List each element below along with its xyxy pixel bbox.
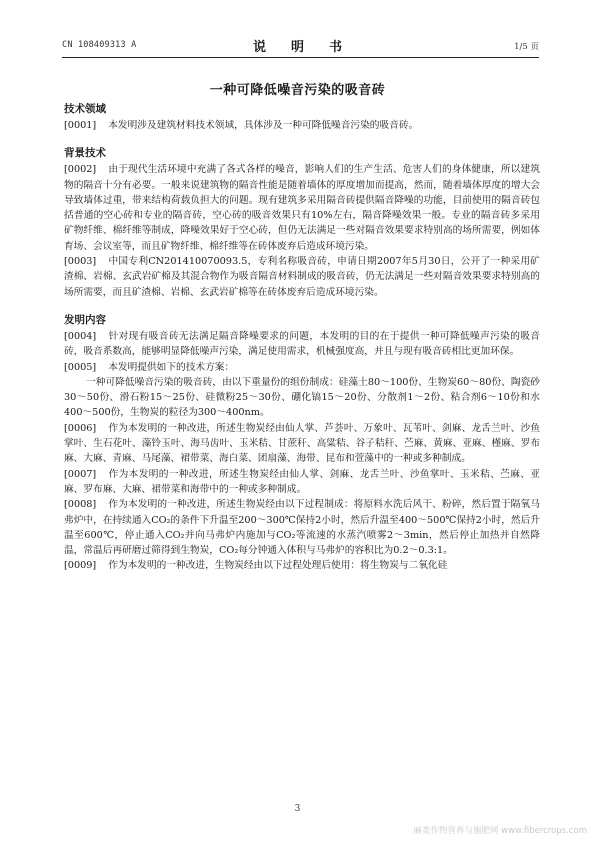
paragraph-text: 作为本发明的一种改进，所述生物炭经由以下过程制成：将原料水洗后风干、粉碎，然后置于隔氧马弗炉中，在持续通入CO₂的条件下升温至200～300℃保持2小时，然后升温至400～500℃保持2小时，然后升温至600℃，停止通入CO₂并向马弗炉内施加与CO₂等流速的水蒸汽喷雾2～3min，然后停止加热并自然降温，常温后再研磨过筛得到生物炭，CO₂每分钟通入体积与马弗炉的容积比为0.2～0.3:1。 [64, 499, 540, 557]
paragraph-number: [0007] [64, 468, 97, 480]
document-number: CN 108409313 A [62, 40, 137, 50]
paragraph-text: 本发明涉及建筑材料技术领域，具体涉及一种可降低噪音污染的吸音砖。 [108, 120, 419, 131]
paragraph-number: [0001] [64, 120, 97, 131]
heading-background: 背景技术 [64, 147, 106, 160]
paragraph-number: [0004] [64, 330, 97, 342]
section-title: 说 明 书 [252, 40, 348, 55]
paragraph [64, 118, 540, 133]
paragraph [64, 467, 540, 498]
watermark: 麻类作物营养与施肥网 www.fibercrops.com [413, 826, 587, 836]
paragraph-number: [0003] [64, 256, 97, 268]
paragraph-text: 由于现代生活环境中充满了各式各样的噪音，影响人们的生产生活、危害人们的身体健康，所以建筑物的隔音十分有必要。一般来说建筑物的隔音性能是随着墙体的厚度增加而提高，然而，随着墙体厚度的增大会导致墙体过重，带来结构荷载负担大的问题。现有建筑多采用隔音砖提供隔音降噪的功能，目前使用的隔音砖包括普通的空心砖和专业的隔音砖，空心砖的吸音效果只有10%左右，隔音降噪效果一般。专业的隔音砖多采用矿物纤维、棉纤维等制成，降噪效果好于空心砖，但仍无法满足一些对隔音效果要求特别高的场所需要，例如体育场、会议室等，而且矿物纤维、棉纤维等在砖体废弃后造成环境污染。 [64, 164, 540, 252]
paragraph-number: [0006] [64, 422, 97, 434]
paragraph-number: [0002] [64, 164, 97, 176]
paragraph [64, 497, 540, 558]
heading-invention: 发明内容 [64, 313, 106, 326]
heading-tech-field: 技术领域 [64, 103, 106, 115]
paragraph [64, 329, 540, 360]
paragraph-text: 作为本发明的一种改进，所述生物炭经由仙人掌、剑麻、龙舌兰叶、沙鱼掌叶、玉米秸、苎麻、亚麻、罗布麻、大麻、裙带菜和海带中的一种或多种制成。 [64, 468, 540, 495]
paragraph-number: [0005] [64, 361, 97, 373]
page-count: 1/5 页 [514, 42, 539, 52]
page-number: 3 [294, 804, 301, 814]
paragraph-text: 针对现有吸音砖无法满足隔音降噪要求的问题，本发明的目的在于提供一种可降低噪声污染的吸音砖，吸音系数高，能够明显降低噪声污染，满足使用需求，机械强度高，并且与现有吸音砖相比更加环保。 [64, 330, 540, 358]
document-title: 一种可降低噪音污染的吸音砖 [209, 83, 386, 98]
paragraph-number: [0009] [64, 560, 97, 572]
paragraph-text: 中国专利CN201410070093.5，专利名称吸音砖，申请日期2007年5月30日，公开了一种采用矿渣棉、岩棉、玄武岩矿棉及其混合物作为吸音隔音材料制成的吸音砖，仍无法满足一些对隔音效果要求特别高的场所需要，而且矿渣棉、岩棉、玄武岩矿棉等在砖体废弃后造成环境污染。 [64, 256, 540, 298]
header-divider [62, 57, 539, 58]
paragraph [64, 375, 540, 421]
paragraph [64, 162, 540, 254]
page-header [62, 36, 539, 56]
paragraph-number: [0008] [64, 499, 97, 511]
paragraph-text: 作为本发明的一种改进，所述生物炭经由仙人掌、芦荟叶、万象叶、瓦苇叶、剑麻、龙舌兰叶、沙鱼掌叶、生石花叶、藻铃玉叶、海马齿叶、玉米秸、甘蔗秆、高粱秸、谷子秸秆、苎麻、黄麻、亚麻、槿麻、罗布麻、大麻、青麻、马尾藻、裙带菜、海白菜、团扇藻、海带、昆布和萱藻中的一种或多种制成。 [64, 422, 540, 465]
paragraph [64, 360, 540, 375]
paragraph-text: 一种可降低噪音污染的吸音砖，由以下重量份的组份制成：硅藻土80～100份、生物炭60～80份、陶瓷砂30～50份、滑石粉15～25份、硅微粉25～30份、硼化镐15～20份、分散剂1～2份、粘合剂6～10份和水400～500份，生物炭的粒径为300～400nm。 [64, 376, 540, 419]
paragraph [64, 558, 540, 573]
paragraph-text: 作为本发明的一种改进，生物炭经由以下过程处理后使用：将生物炭与二氧化硅 [108, 560, 448, 572]
paragraph-text: 本发明提供如下的技术方案： [108, 361, 235, 373]
paragraph [64, 421, 540, 467]
paragraph [64, 254, 540, 300]
document-body [64, 101, 540, 574]
